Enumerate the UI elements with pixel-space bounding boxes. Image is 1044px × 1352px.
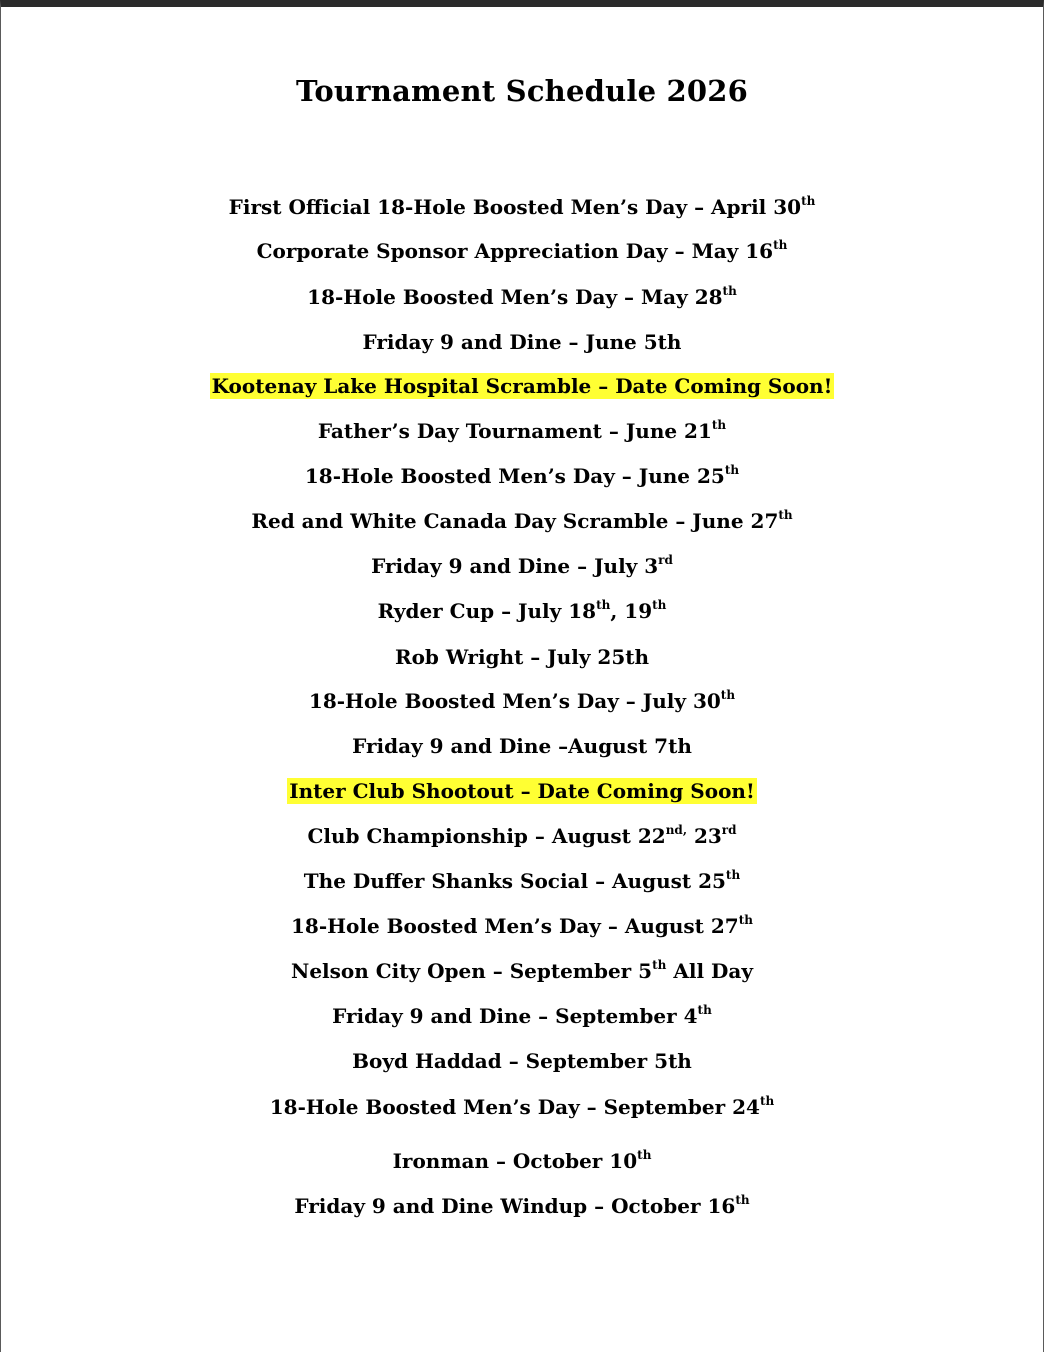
- event-label: Friday 9 and Dine Windup – October 16: [294, 1194, 736, 1218]
- event-text: [350, 1048, 694, 1074]
- event-row: [1, 686, 1043, 716]
- event-label-tail: , 19: [610, 599, 653, 623]
- ordinal-suffix: th: [738, 913, 753, 928]
- ordinal-suffix: th: [801, 194, 816, 209]
- page-title: Tournament Schedule 2026: [295, 74, 749, 108]
- ordinal-suffix: th: [652, 958, 667, 973]
- event-row: [1, 1046, 1043, 1076]
- event-label: Nelson City Open – September 5: [291, 959, 653, 983]
- ordinal-suffix: th: [720, 688, 736, 703]
- event-text: [289, 913, 755, 939]
- event-text: [227, 194, 818, 220]
- ordinal-suffix: th: [724, 463, 740, 478]
- event-row: [1, 236, 1043, 266]
- event-row: [1, 506, 1043, 536]
- event-label: Friday 9 and Dine –August 7th: [352, 734, 692, 758]
- event-label: Kootenay Lake Hospital Scramble – Date Coming Soon!: [211, 374, 833, 398]
- event-row: [1, 551, 1043, 581]
- event-row: [1, 371, 1043, 401]
- event-label: The Duffer Shanks Social – August 25: [303, 869, 726, 893]
- ordinal-suffix: rd: [721, 823, 737, 838]
- event-label: 18-Hole Boosted Men’s Day – May 28: [307, 285, 723, 309]
- event-row: [1, 911, 1043, 941]
- event-label: 18-Hole Boosted Men’s Day – September 24: [269, 1095, 760, 1119]
- event-row: [1, 642, 1043, 672]
- event-label-tail: All Day: [666, 959, 753, 983]
- event-row: [1, 192, 1043, 222]
- ordinal-suffix: rd: [658, 553, 673, 568]
- highlighted-event-text: [210, 373, 835, 399]
- event-label: Ironman – October 10: [392, 1149, 638, 1173]
- event-text: [289, 958, 755, 984]
- event-row: [1, 731, 1043, 761]
- event-row: [1, 776, 1043, 806]
- event-row: [1, 821, 1043, 851]
- event-row: [1, 1146, 1043, 1176]
- event-text: [302, 868, 742, 894]
- highlighted-event-text: [287, 778, 757, 804]
- event-row: [1, 1001, 1043, 1031]
- event-text: [249, 508, 794, 534]
- ordinal-suffix: th: [722, 284, 737, 299]
- event-label: Friday 9 and Dine – July 3: [371, 554, 659, 578]
- ordinal-suffix: th: [697, 1003, 712, 1018]
- event-text: [305, 284, 739, 310]
- event-row: [1, 1191, 1043, 1221]
- ordinal-suffix: th: [596, 598, 611, 613]
- event-text: [268, 1094, 776, 1120]
- event-row: [1, 596, 1043, 626]
- event-label: Club Championship – August 22: [307, 824, 666, 848]
- event-text: [369, 553, 675, 579]
- event-text: [307, 688, 737, 714]
- event-row: [1, 416, 1043, 446]
- ordinal-suffix: th: [637, 1148, 652, 1163]
- event-label: Inter Club Shootout – Date Coming Soon!: [289, 779, 755, 803]
- event-label: Friday 9 and Dine – June 5th: [362, 330, 682, 354]
- event-text: [361, 329, 684, 355]
- event-text: [376, 598, 669, 624]
- event-text: [350, 733, 694, 759]
- event-text: [303, 463, 741, 489]
- ordinal-suffix: th: [711, 418, 727, 433]
- event-label: Red and White Canada Day Scramble – June 27: [251, 509, 779, 533]
- ordinal-suffix: th: [778, 508, 793, 523]
- event-row: [1, 327, 1043, 357]
- ordinal-suffix: th: [773, 238, 788, 253]
- event-label: 18-Hole Boosted Men’s Day – June 25: [304, 464, 725, 488]
- ordinal-suffix: nd,: [665, 823, 687, 838]
- event-text: [393, 644, 651, 670]
- event-text: [391, 1148, 654, 1174]
- event-label: Boyd Haddad – September 5th: [352, 1049, 692, 1073]
- event-text: [292, 1193, 751, 1219]
- event-text: [305, 823, 738, 849]
- event-text: [255, 238, 790, 264]
- ordinal-suffix: th: [725, 868, 741, 883]
- event-label-tail: 23: [687, 824, 722, 848]
- ordinal-suffix: th: [735, 1193, 750, 1208]
- event-text: [316, 418, 728, 444]
- event-row: [1, 1092, 1043, 1122]
- ordinal-suffix: th: [759, 1094, 775, 1109]
- event-text: [330, 1003, 714, 1029]
- event-label: Father’s Day Tournament – June 21: [317, 419, 712, 443]
- event-label: 18-Hole Boosted Men’s Day – August 27: [290, 914, 739, 938]
- event-label: Rob Wright – July 25th: [394, 645, 650, 669]
- event-label: Corporate Sponsor Appreciation Day – May 16: [256, 239, 774, 263]
- event-label: First Official 18-Hole Boosted Men’s Day – April 30: [228, 195, 802, 219]
- ordinal-suffix: th: [652, 598, 667, 613]
- event-label: 18-Hole Boosted Men’s Day – July 30: [308, 689, 721, 713]
- event-row: [1, 866, 1043, 896]
- event-row: [1, 956, 1043, 986]
- event-label: Friday 9 and Dine – September 4: [332, 1004, 698, 1028]
- event-label: Ryder Cup – July 18: [377, 599, 597, 623]
- event-row: [1, 282, 1043, 312]
- event-row: [1, 461, 1043, 491]
